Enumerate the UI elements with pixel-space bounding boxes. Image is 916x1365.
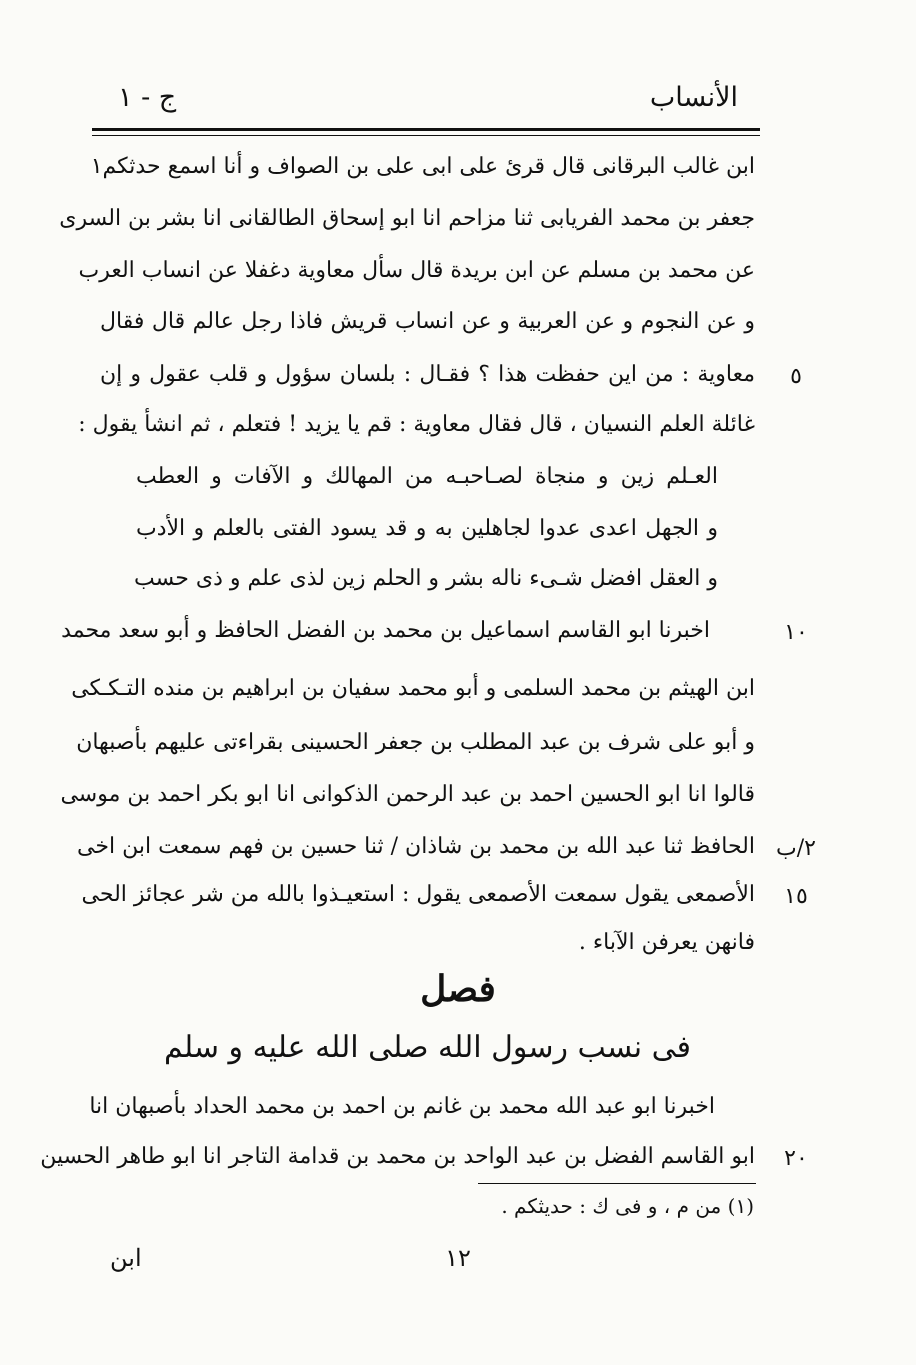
catchword: ابن <box>110 1244 142 1272</box>
verse-line: العـلم زين و منجاة لصـاحبـه من المهالك و الآفات و العطب <box>136 464 718 489</box>
text-line: غائلة العلم النسيان ، قال فقال معاوية : قم يا يزيد ! فتعلم ، ثم انشأ يقول : <box>78 412 755 437</box>
text-line: الحافظ ثنا عبد الله بن محمد بن شاذان / ثنا حسين بن فهم سمعت ابن اخى <box>77 834 755 859</box>
text-line: عن محمد بن مسلم عن ابن بريدة قال سأل معاوية دغفلا عن انساب العرب <box>78 258 755 283</box>
line-number-5: ٥ <box>790 364 802 389</box>
text-line: ابن الهيثم بن محمد السلمى و أبو محمد سفيان بن ابراهيم بن منده التـكـكى <box>71 676 755 701</box>
text-line: قالوا انا ابو الحسين احمد بن عبد الرحمن الذكوانى انا ابو بكر احمد بن موسى <box>60 782 755 807</box>
line-number-15: ١٥ <box>784 884 808 909</box>
text-line: اخبرنا ابو عبد الله محمد بن غانم بن احمد بن محمد الحداد بأصبهان انا <box>89 1094 715 1119</box>
text-line: الأصمعى يقول سمعت الأصمعى يقول : استعيـذوا بالله من شر عجائز الحى <box>81 882 755 907</box>
verse-line: و العقل افضل شـىء ناله بشر و الحلم زين لذى علم و ذى حسب <box>134 566 718 591</box>
page-number: ١٢ <box>445 1244 471 1272</box>
text-line: و أبو على شرف بن عبد المطلب بن جعفر الحسينى بقراءتى عليهم بأصبهان <box>76 730 755 755</box>
running-title: الأنساب <box>649 82 738 113</box>
text-line: و عن النجوم و عن العربية و عن انساب قريش فاذا رجل عالم قال فقال <box>100 309 755 334</box>
text-line: ابن غالب البرقانى قال قرئ على ابى على بن الصواف و أنا اسمع حدثكم١ <box>90 154 755 179</box>
line-number-10: ١٠ <box>784 620 808 645</box>
section-heading: فصل <box>420 968 496 1010</box>
section-subheading: فى نسب رسول الله صلى الله عليه و سلم <box>163 1030 691 1065</box>
verse-line: و الجهل اعدى عدوا لجاهلين به و قد يسود الفتى بالعلم و الأدب <box>136 516 718 541</box>
text-line: جعفر بن محمد الفريابى ثنا مزاحم انا ابو إسحاق الطالقانى انا بشر بن السرى <box>59 206 755 231</box>
header-rule-thick <box>92 128 760 131</box>
volume-marker: ج - ١ <box>118 82 177 113</box>
footnote-rule <box>478 1183 756 1184</box>
text-line: اخبرنا ابو القاسم اسماعيل بن محمد بن الفضل الحافظ و أبو سعد محمد <box>61 618 710 643</box>
text-line: معاوية : من اين حفظت هذا ؟ فقـال : بلسان سؤول و قلب عقول و إن <box>100 362 755 387</box>
text-line: ابو القاسم الفضل بن عبد الواحد بن محمد بن قدامة التاجر انا ابو طاهر الحسين <box>40 1144 755 1169</box>
header-rule-thin <box>92 135 760 136</box>
text-line: فانهن يعرفن الآباء . <box>578 930 755 955</box>
line-number-20: ٢٠ <box>784 1146 808 1171</box>
footnote: (١) من م ، و فى ك : حديثكم . <box>501 1194 754 1218</box>
folio-marker: ٢/ب <box>776 836 816 861</box>
